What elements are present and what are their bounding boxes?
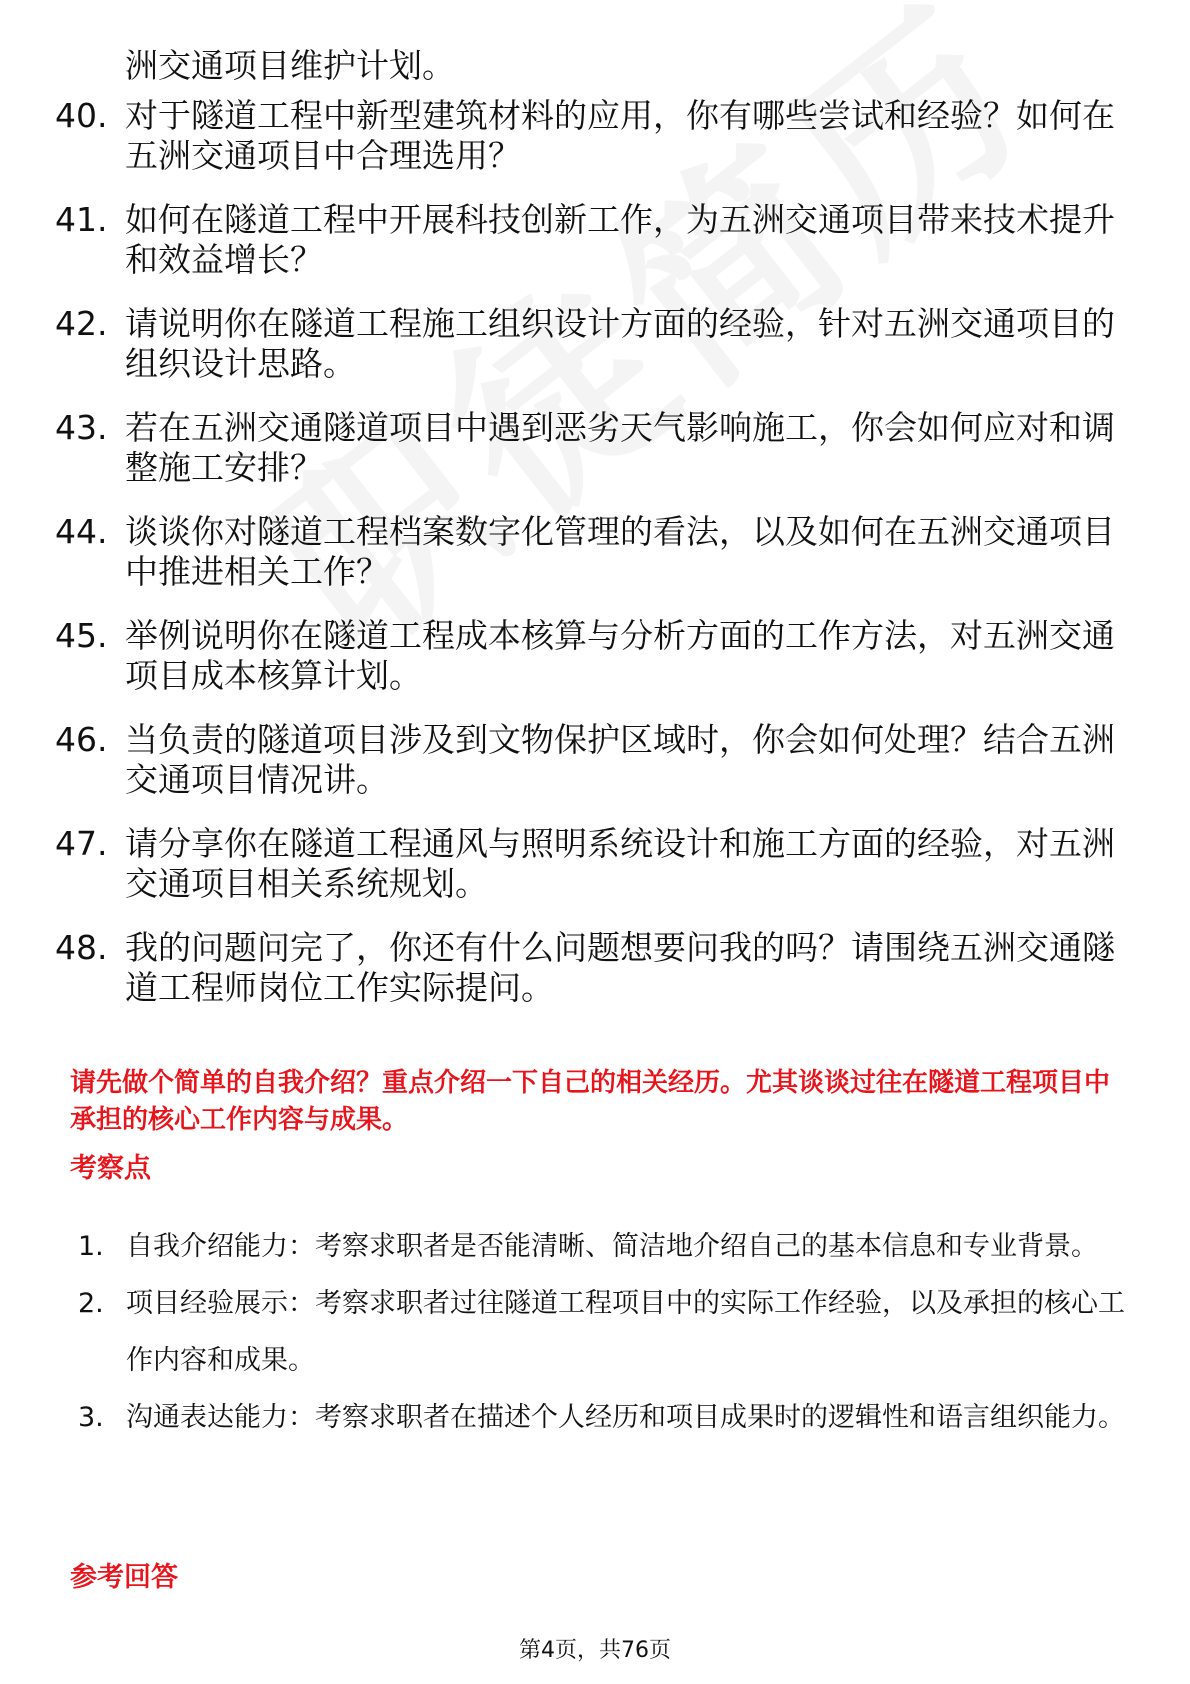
list-item xyxy=(55,928,1135,1008)
list-item-text: 若在五洲交通隧道项目中遇到恶劣天气影响施工，你会如何应对和调整施工安排？ xyxy=(125,408,1115,487)
list-item-text: 项目经验展示：考察求职者过往隧道工程项目中的实际工作经验，以及承担的核心工作内容和成果。 xyxy=(126,1288,1125,1376)
list-item xyxy=(78,1218,1130,1275)
list-item-text: 自我介绍能力：考察求职者是否能清晰、简洁地介绍自己的基本信息和专业背景。 xyxy=(126,1231,1098,1262)
list-item-number: 3. xyxy=(78,1402,104,1433)
list-item-text: 如何在隧道工程中开展科技创新工作，为五洲交通项目带来技术提升和效益增长？ xyxy=(125,200,1115,279)
list-item-text: 对于隧道工程中新型建筑材料的应用，你有哪些尝试和经验？如何在五洲交通项目中合理选用？ xyxy=(125,96,1115,175)
list-item xyxy=(55,824,1135,904)
list-item xyxy=(55,720,1135,800)
list-item-number: 46. xyxy=(55,720,108,759)
list-item-text: 沟通表达能力：考察求职者在描述个人经历和项目成果时的逻辑性和语言组织能力。 xyxy=(126,1402,1125,1433)
list-item xyxy=(55,304,1135,384)
list-item-number: 48. xyxy=(55,928,108,967)
continuation-text: 洲交通项目维护计划。 xyxy=(125,46,455,85)
list-item-text: 我的问题问完了，你还有什么问题想要问我的吗？请围绕五洲交通隧道工程师岗位工作实际提问。 xyxy=(125,928,1115,1007)
list-item xyxy=(55,200,1135,280)
list-item-number: 44. xyxy=(55,512,108,551)
list-item-text: 请分享你在隧道工程通风与照明系统设计和施工方面的经验，对五洲交通项目相关系统规划。 xyxy=(125,824,1115,903)
list-item-number: 2. xyxy=(78,1288,104,1319)
section-title-points: 考察点 xyxy=(70,1153,151,1184)
list-item-text: 举例说明你在隧道工程成本核算与分析方面的工作方法，对五洲交通项目成本核算计划。 xyxy=(125,616,1115,695)
list-item xyxy=(55,96,1135,176)
list-item xyxy=(78,1275,1130,1389)
list-item xyxy=(78,1389,1130,1446)
list-item-number: 42. xyxy=(55,304,108,343)
list-item xyxy=(55,408,1135,488)
list-item-number: 43. xyxy=(55,408,108,447)
list-item xyxy=(55,616,1135,696)
highlight-question: 请先做个简单的自我介绍？重点介绍一下自己的相关经历。尤其谈谈过往在隧道工程项目中承担的核心工作内容与成果。 xyxy=(70,1068,1111,1135)
list-item-number: 1. xyxy=(78,1231,104,1262)
list-item-number: 47. xyxy=(55,824,108,863)
list-item-number: 40. xyxy=(55,96,108,135)
list-item-text: 请说明你在隧道工程施工组织设计方面的经验，针对五洲交通项目的组织设计思路。 xyxy=(125,304,1115,383)
list-item-text: 当负责的隧道项目涉及到文物保护区域时，你会如何处理？结合五洲交通项目情况讲。 xyxy=(125,720,1115,799)
list-item-text: 谈谈你对隧道工程档案数字化管理的看法，以及如何在五洲交通项目中推进相关工作？ xyxy=(125,512,1115,591)
list-item-number: 45. xyxy=(55,616,108,655)
points-list xyxy=(78,1218,1130,1446)
page-footer: 第4页，共76页 xyxy=(519,1638,671,1663)
list-item xyxy=(55,512,1135,592)
list-item-number: 41. xyxy=(55,200,108,239)
question-list xyxy=(55,96,1135,1032)
section-title-answer: 参考回答 xyxy=(70,1562,178,1593)
